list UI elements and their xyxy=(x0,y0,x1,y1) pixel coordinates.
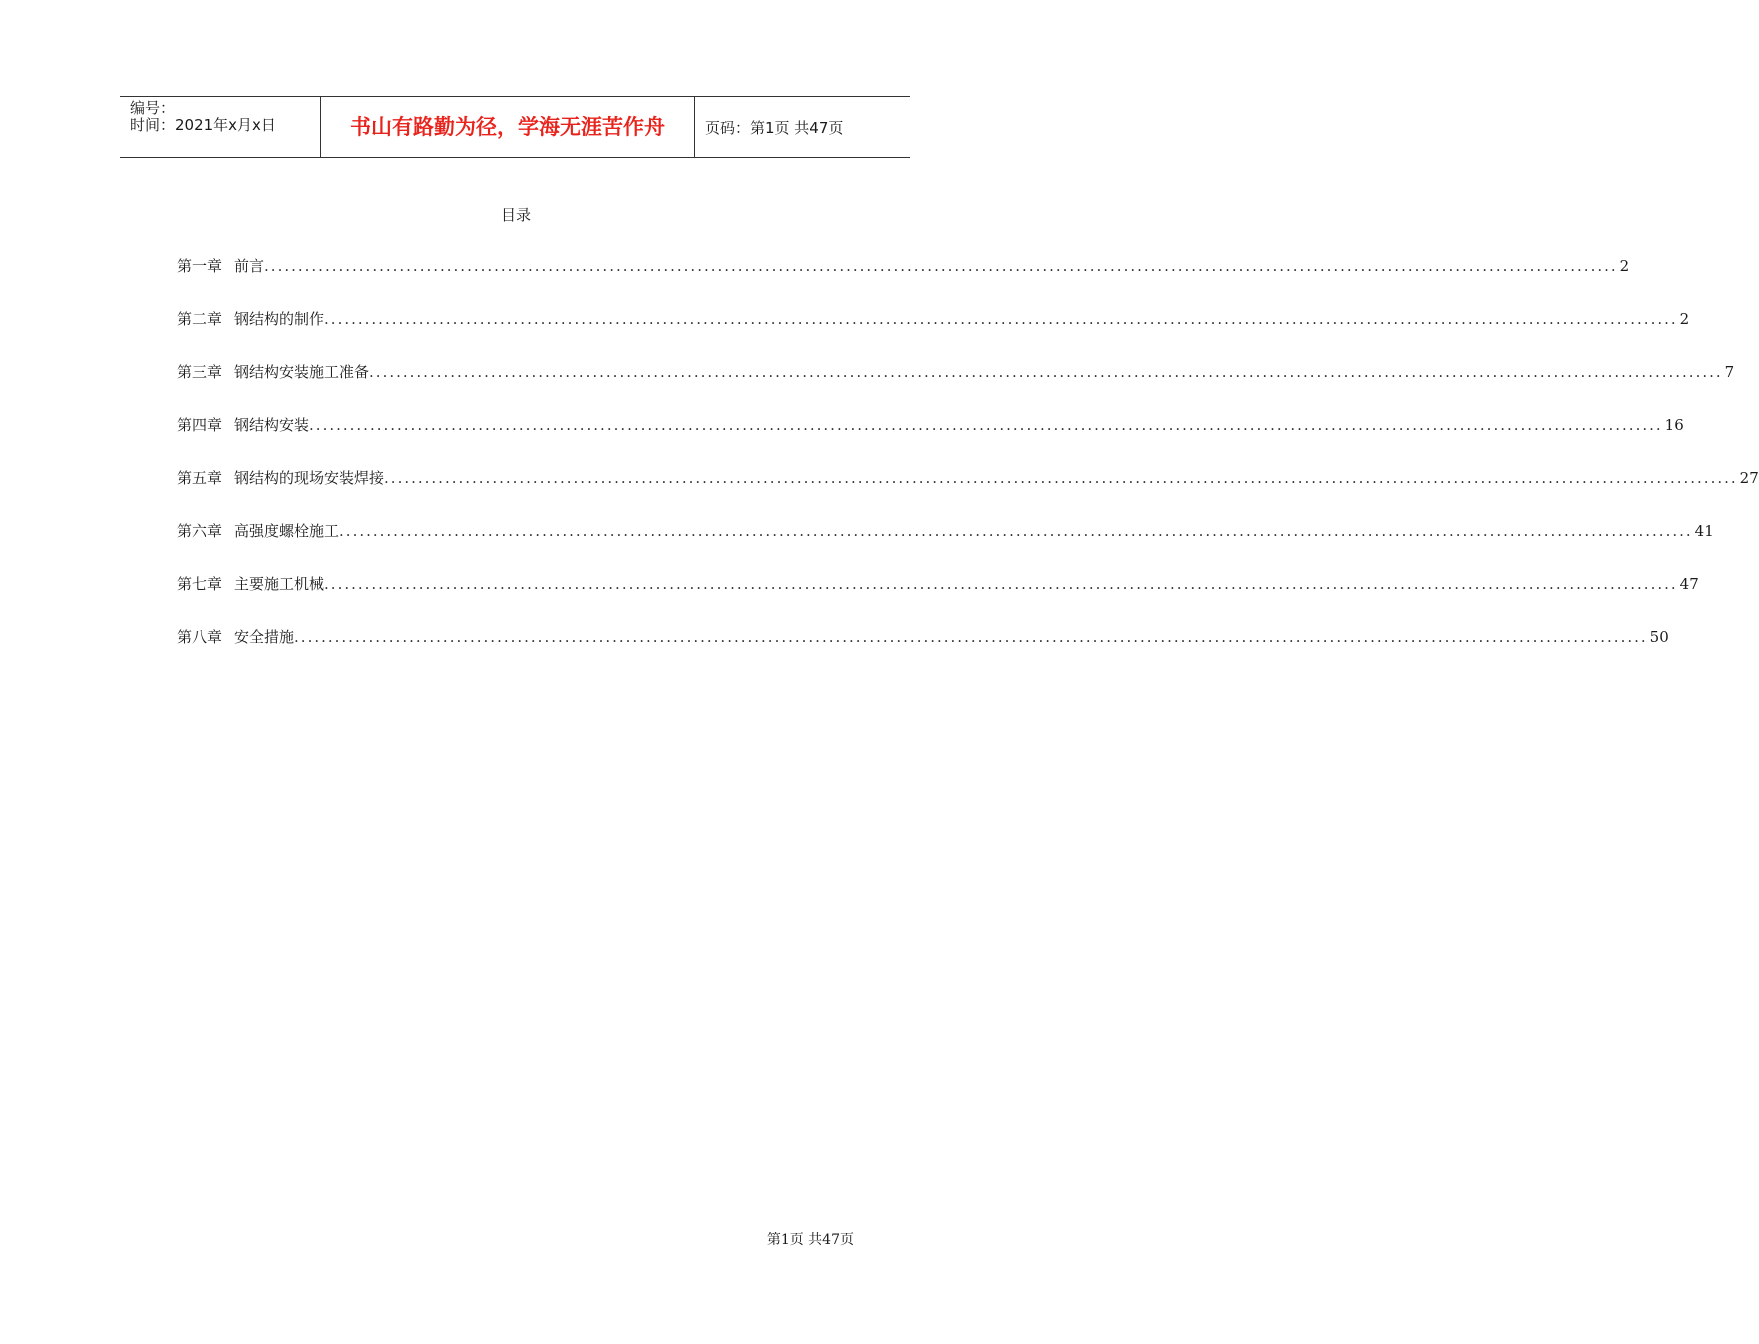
toc-chapter-title: 钢结构的制作 xyxy=(234,310,325,328)
toc-entry[interactable] xyxy=(177,255,1630,308)
toc-leader-dots: ........................................................................................................................................................................................................ xyxy=(339,522,1693,540)
toc-page-number: 27 xyxy=(1739,469,1759,487)
header-motto-cell xyxy=(321,97,695,157)
toc-chapter-number: 第七章 xyxy=(177,575,223,593)
toc-page-number: 47 xyxy=(1679,575,1699,593)
document-time-label: 时间：2021年x月x日 xyxy=(130,116,276,134)
toc-entry[interactable] xyxy=(177,467,1759,520)
toc-entry[interactable] xyxy=(177,308,1690,361)
table-of-contents xyxy=(177,255,1759,679)
header-motto: 书山有路勤为径，学海无涯苦作舟 xyxy=(350,115,665,139)
toc-leader-dots: ........................................................................................................................................................................................................ xyxy=(264,257,1618,275)
toc-leader-dots: ........................................................................................................................................................................................................ xyxy=(384,469,1738,487)
toc-chapter-number: 第三章 xyxy=(177,363,223,381)
toc-chapter-title: 安全措施 xyxy=(234,628,295,646)
toc-page-number: 2 xyxy=(1679,310,1690,328)
toc-entry[interactable] xyxy=(177,573,1699,626)
toc-chapter-number: 第二章 xyxy=(177,310,223,328)
toc-page-number: 2 xyxy=(1619,257,1630,275)
toc-chapter-title: 钢结构安装施工准备 xyxy=(234,363,370,381)
page-header xyxy=(120,96,910,158)
toc-leader-dots: ........................................................................................................................................................................................................ xyxy=(294,628,1648,646)
toc-leader-dots: ........................................................................................................................................................................................................ xyxy=(324,310,1678,328)
header-page-number: 页码：第1页 共47页 xyxy=(705,119,844,137)
toc-entry[interactable] xyxy=(177,414,1684,467)
toc-chapter-title: 钢结构安装 xyxy=(234,416,310,434)
toc-page-number: 50 xyxy=(1649,628,1669,646)
toc-chapter-number: 第四章 xyxy=(177,416,223,434)
toc-leader-dots: ........................................................................................................................................................................................................ xyxy=(309,416,1663,434)
toc-chapter-title: 前言 xyxy=(234,257,265,275)
toc-entry[interactable] xyxy=(177,361,1735,414)
toc-leader-dots: ........................................................................................................................................................................................................ xyxy=(369,363,1723,381)
document-number-label: 编号： xyxy=(130,99,176,117)
toc-entry[interactable] xyxy=(177,626,1669,679)
header-page-cell xyxy=(695,97,910,157)
toc-chapter-title: 高强度螺栓施工 xyxy=(234,522,340,540)
toc-chapter-number: 第八章 xyxy=(177,628,223,646)
toc-page-number: 16 xyxy=(1664,416,1684,434)
toc-chapter-number: 第五章 xyxy=(177,469,223,487)
toc-chapter-number: 第一章 xyxy=(177,257,223,275)
page-footer-number: 第1页 共47页 xyxy=(766,1232,854,1248)
toc-page-number: 41 xyxy=(1694,522,1714,540)
toc-title: 目录 xyxy=(500,206,531,224)
toc-page-number: 7 xyxy=(1724,363,1735,381)
toc-chapter-title: 钢结构的现场安装焊接 xyxy=(234,469,385,487)
toc-chapter-title: 主要施工机械 xyxy=(234,575,325,593)
header-info-cell xyxy=(120,97,321,157)
toc-entry[interactable] xyxy=(177,520,1714,573)
toc-chapter-number: 第六章 xyxy=(177,522,223,540)
toc-leader-dots: ........................................................................................................................................................................................................ xyxy=(324,575,1678,593)
